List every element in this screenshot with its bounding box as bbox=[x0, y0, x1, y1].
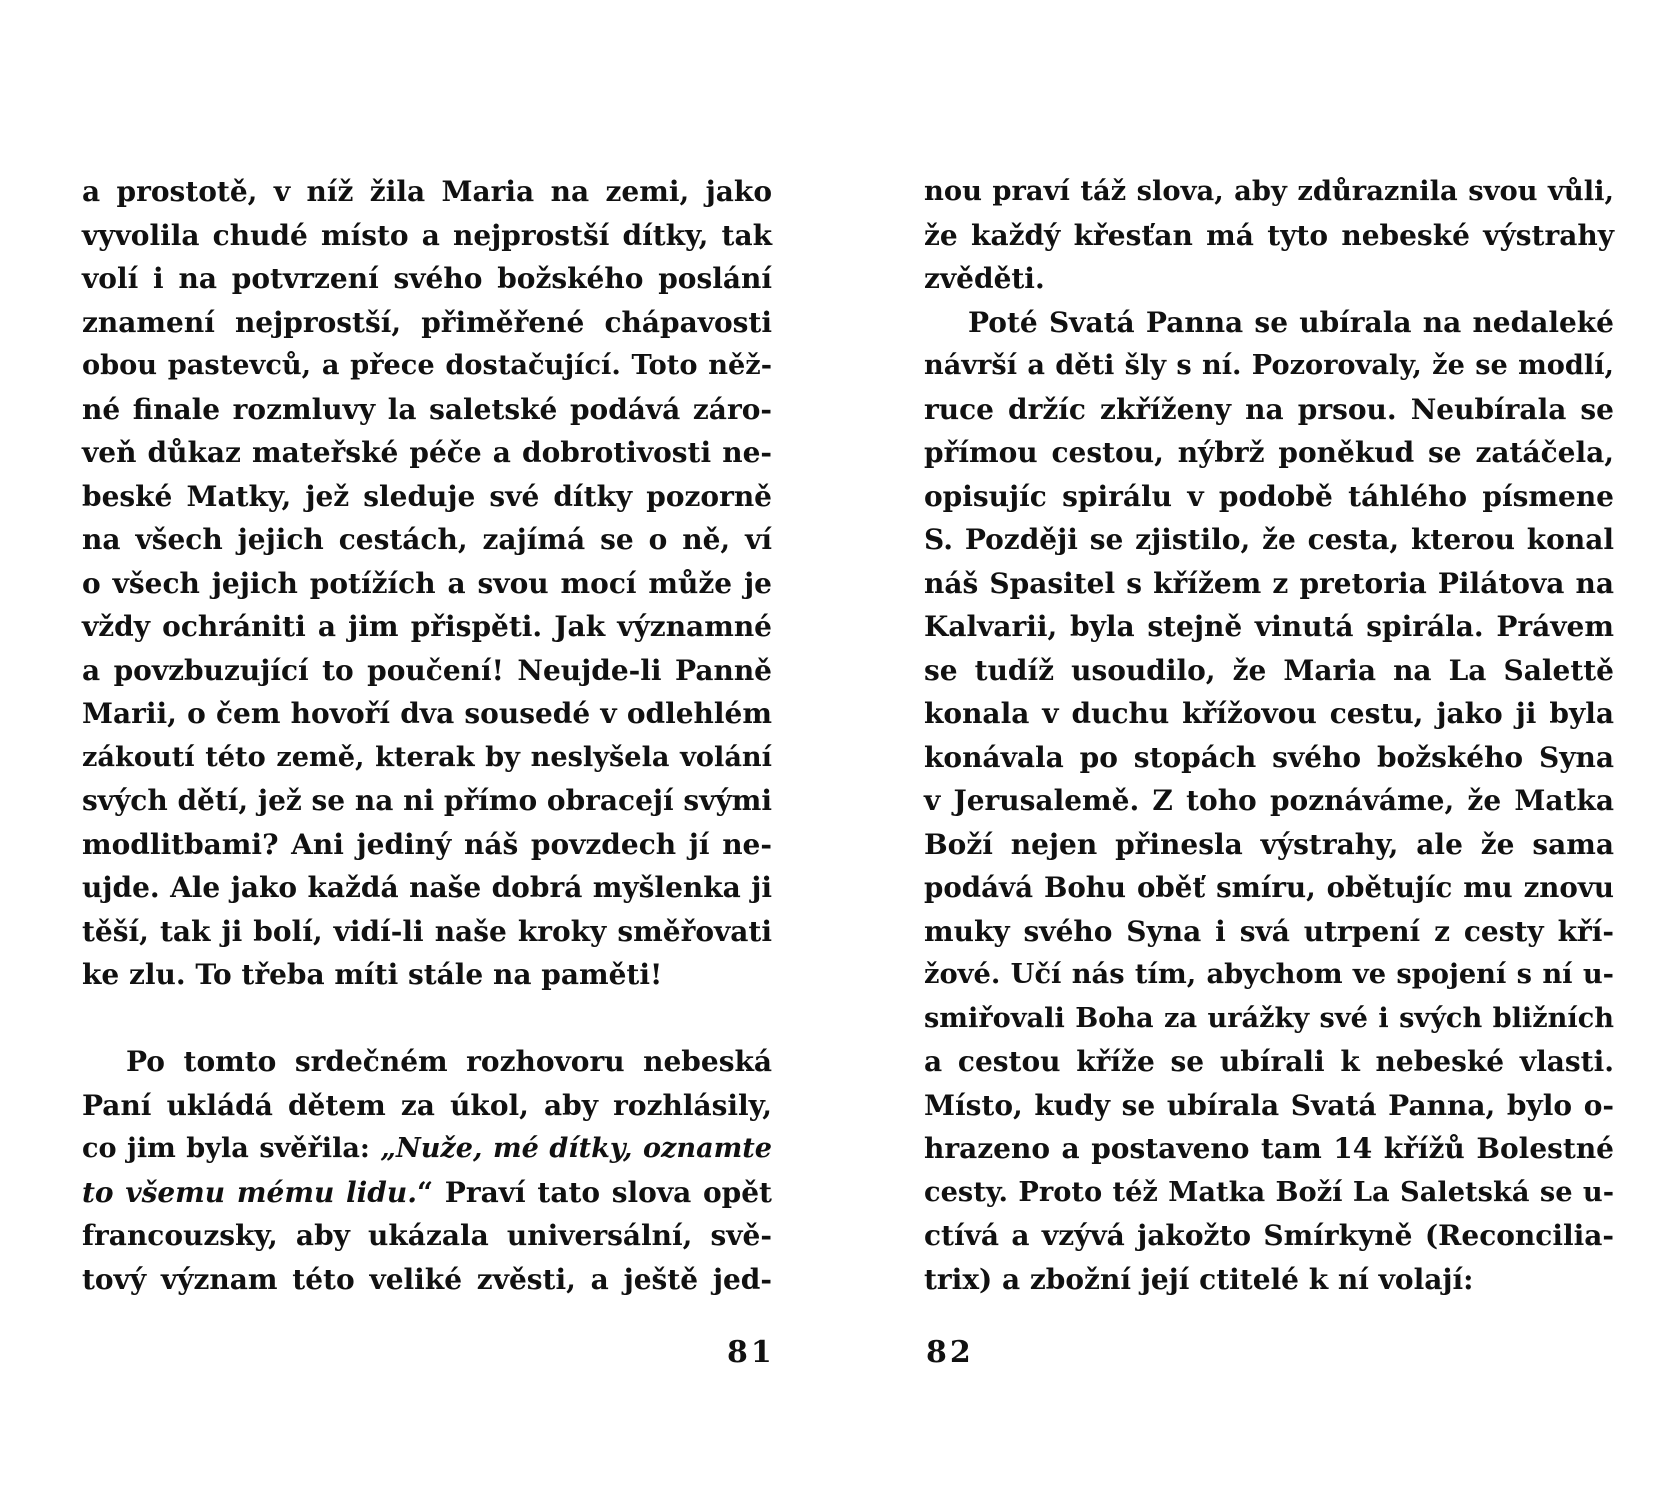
text-line: Paní ukládá dětem za úkol, aby rozhlásily, bbox=[82, 1088, 772, 1122]
text-line: se tudíž usoudilo, že Maria na La Salettě bbox=[924, 653, 1614, 687]
text-line: opisujíc spirálu v podobě táhlého písmene bbox=[924, 479, 1614, 513]
text-run: “ Praví tato slova opět bbox=[416, 1175, 772, 1209]
text-line: v Jerusalemě. Z toho poznáváme, že Matka bbox=[924, 784, 1614, 817]
text-line: o všech jejich potížích a svou mocí může je bbox=[82, 566, 772, 600]
text-line: přímou cestou, nýbrž poněkud se zatáčela, bbox=[924, 436, 1614, 469]
text-line: znamení nejprostší, přiměřené chápavosti bbox=[82, 305, 772, 339]
text-line: podává Bohu oběť smíru, obětujíc mu znovu bbox=[924, 871, 1614, 904]
text-line: veň důkaz mateřské péče a dobrotivosti ne- bbox=[82, 436, 772, 469]
text-line: ctívá a vzývá jakožto Smírkyně (Reconcilia- bbox=[924, 1219, 1614, 1252]
text-line: Kalvarii, byla stejně vinutá spirála. Právem bbox=[924, 610, 1614, 643]
text-line: konala v duchu křížovou cestu, jako ji byla bbox=[924, 697, 1614, 730]
paragraph-gap bbox=[82, 997, 772, 1041]
text-line: vždy ochrániti a jim přispěti. Jak významné bbox=[82, 610, 772, 643]
text-line: Boží nejen přinesla výstrahy, ale že sama bbox=[924, 827, 1614, 861]
text-line: francouzsky, aby ukázala universální, svě- bbox=[82, 1219, 772, 1252]
italic-quote: „Nuže, mé dítky, oznamte bbox=[380, 1133, 772, 1164]
text-line: volí i na potvrzení svého božského poslání bbox=[82, 262, 772, 295]
text-line: hrazeno a postaveno tam 14 křížů Bolestné bbox=[924, 1132, 1614, 1165]
text-line: cesty. Proto též Matka Boží La Saletská se u- bbox=[924, 1175, 1614, 1208]
text-line: smiřovali Boha za urážky své i svých bližních bbox=[924, 1001, 1614, 1034]
text-line: a prostotě, v níž žila Maria na zemi, jako bbox=[82, 175, 772, 208]
text-line: Poté Svatá Panna se ubírala na nedaleké bbox=[968, 305, 1614, 339]
text-line-mixed bbox=[82, 1127, 772, 1171]
text-line: nou praví táž slova, aby zdůraznila svou vůli, bbox=[924, 175, 1614, 207]
text-line: ujde. Ale jako každá naše dobrá myšlenka ji bbox=[82, 871, 772, 904]
page-number-left: 81 bbox=[727, 1335, 775, 1370]
text-line: zvěděti. bbox=[924, 262, 1045, 295]
text-line: obou pastevců, a přece dostačující. Toto něž- bbox=[82, 349, 772, 381]
text-line: vyvolila chudé místo a nejprostší dítky, tak bbox=[82, 218, 772, 252]
text-line-mixed bbox=[82, 1171, 772, 1215]
text-line: trix) a zbožní její ctitelé k ní volají: bbox=[924, 1262, 1474, 1296]
text-line: tový význam této veliké zvěsti, a ještě jed- bbox=[82, 1262, 772, 1296]
text-line: že každý křesťan má tyto nebeské výstrahy bbox=[924, 218, 1614, 252]
text-line: Marii, o čem hovoří dva sousedé v odlehlém bbox=[82, 697, 772, 730]
left-page-text bbox=[82, 170, 772, 1301]
text-line: a povzbuzující to poučení! Neujde-li Panně bbox=[82, 653, 772, 687]
text-line: muky svého Syna i svá utrpení z cesty kří- bbox=[924, 914, 1614, 948]
text-line: těší, tak ji bolí, vidí-li naše kroky směřovati bbox=[82, 914, 772, 948]
text-line: Místo, kudy se ubírala Svatá Panna, bylo o- bbox=[924, 1088, 1614, 1122]
text-line: S. Později se zjistilo, že cesta, kterou konal bbox=[924, 523, 1614, 556]
text-line: zákoutí této země, kterak by neslyšela volání bbox=[82, 740, 772, 773]
text-line: konávala po stopách svého božského Syna bbox=[924, 740, 1614, 774]
text-line: náš Spasitel s křížem z pretoria Pilátova na bbox=[924, 566, 1614, 600]
text-line: Po tomto srdečném rozhovoru nebeská bbox=[126, 1045, 772, 1078]
text-line: návrší a děti šly s ní. Pozorovaly, že se modlí, bbox=[924, 349, 1614, 381]
italic-quote: to všemu mému lidu. bbox=[82, 1175, 417, 1209]
text-line: ruce držíc zkříženy na prsou. Neubírala se bbox=[924, 392, 1614, 426]
page-number-right: 82 bbox=[926, 1335, 974, 1370]
text-line: žové. Učí nás tím, abychom ve spojení s ní u- bbox=[924, 958, 1614, 990]
text-line: ke zlu. To třeba míti stále na paměti! bbox=[82, 958, 663, 991]
text-line: na všech jejich cestách, zajímá se o ně, ví bbox=[82, 523, 772, 556]
text-line: né finale rozmluvy la saletské podává záro- bbox=[82, 392, 772, 426]
text-line: a cestou kříže se ubírali k nebeské vlasti. bbox=[924, 1045, 1614, 1078]
text-run: co jim byla svěřila: bbox=[82, 1133, 381, 1164]
text-line: beské Matky, jež sleduje své dítky pozorně bbox=[82, 479, 772, 513]
text-line: svých dětí, jež se na ni přímo obracejí svými bbox=[82, 784, 772, 817]
text-line: modlitbami? Ani jediný náš povzdech jí ne- bbox=[82, 827, 772, 861]
right-page-text bbox=[924, 170, 1614, 1301]
